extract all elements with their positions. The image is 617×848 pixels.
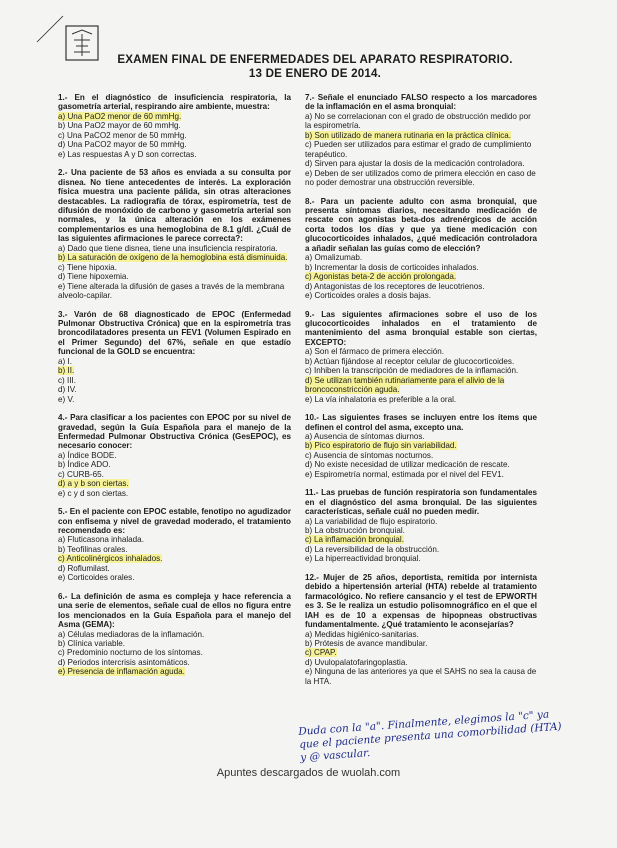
option-d: d) Una PaCO2 mayor de 50 mmHg. [58, 140, 187, 150]
question-text: 1.- En el diagnóstico de insuficiencia respiratoria, la gasometría arterial, respirando aire ambiente, muestra: [58, 93, 291, 112]
university-logo-icon [60, 22, 104, 66]
option-b-highlighted: b) II. [58, 366, 75, 376]
pen-stroke-mark [35, 14, 65, 44]
option-e-highlighted: e) Presencia de inflamación aguda. [58, 667, 185, 677]
footer-watermark: Apuntes descargados de wuolah.com [216, 767, 401, 779]
question-12 [305, 573, 537, 686]
option-c-highlighted: c) CPAP. [305, 648, 337, 658]
option-a: a) Omalizumab. [305, 253, 363, 263]
question-text: 2.- Una paciente de 53 años es enviada a su consulta por disnea. No tiene antecedentes de interés. La exploración física muestra una paciente pálida, sin otras alteraciones destacables. La radiografía de tórax, espirometría, test de difusión de monóxido de carbono y gasometría arterial son normales, y la única alteración en los exámenes complementarios es una hemoglobina de 8.1 g/dl. ¿Cuál de las siguientes afirmaciones le parece correcta?: [58, 168, 291, 244]
left-column [58, 93, 291, 686]
option-e: e) La hiperreactividad bronquial. [305, 554, 421, 564]
option-c: c) Una PaCO2 menor de 50 mmHg. [58, 130, 187, 140]
option-b: b) La obstrucción bronquial. [305, 526, 405, 536]
option-d: d) Roflumilast. [58, 563, 110, 573]
option-a: a) Ausencia de síntomas diurnos. [305, 431, 425, 441]
question-6 [58, 592, 291, 677]
handwritten-note: Duda con la "a". Finalmente, elegimos la "c" ya que el paciente presenta una comorbilidad (HTA) y @ vascular. [298, 708, 562, 764]
question-4 [58, 413, 291, 498]
option-e: e) V. [58, 394, 75, 404]
option-a: a) Son el fármaco de primera elección. [305, 347, 445, 357]
option-a: a) I. [58, 356, 72, 366]
option-e: e) Tiene alterada la difusión de gases a través de la membrana alveolo-capilar. [58, 281, 285, 301]
option-e: e) Ninguna de las anteriores ya que el SAHS no sea la causa de la HTA. [305, 667, 537, 686]
option-d: d) IV. [58, 385, 77, 395]
question-10 [305, 413, 537, 479]
right-column [305, 93, 537, 695]
option-d: d) Tiene hipoxemia. [58, 272, 129, 282]
question-2 [58, 168, 291, 300]
question-text: 4.- Para clasificar a los pacientes con EPOC por su nivel de gravedad, según la Guía Española para el manejo de la Enfermedad Pulmonar Obstructiva Crónica (GesEPOC), es necesario conocer: [58, 413, 291, 451]
option-d: d) Periodos intercrisis asintomáticos. [58, 657, 190, 667]
option-b: b) Clínica variable. [58, 639, 126, 649]
option-d: d) Antagonistas de los receptores de leucotrienos. [305, 281, 485, 291]
option-c: c) CURB-65. [58, 469, 104, 479]
option-e: e) La vía inhalatoria es preferible a la oral. [305, 394, 457, 404]
question-8 [305, 197, 537, 301]
option-a: a) Dado que tiene disnea, tiene una insuficiencia respiratoria. [58, 243, 278, 253]
option-d: d) La reversibilidad de la obstrucción. [305, 544, 440, 554]
question-text: 10.- Las siguientes frases se incluyen entre los ítems que definen el control del asma, excepto una. [305, 413, 537, 432]
option-a: a) No se correlacionan con el grado de obstrucción medido por la espirometría. [305, 111, 531, 131]
option-c: c) Inhiben la transcripción de mediadores de la inflamación. [305, 366, 519, 376]
question-text: 6.- La definición de asma es compleja y hace referencia a una serie de elementos, señale cual de ellos no figura entre los mencionados en la Guía Española para el manejo del Asma (GEMA): [58, 591, 291, 630]
option-b: b) Teofilinas orales. [58, 544, 128, 554]
question-text: 12.- Mujer de 25 años, deportista, remitida por internista debido a hipertensión arterial (HTA) rebelde al tratamiento farmacológico. No refiere cansancio y el test de EPWORTH es 3. Se le realiza un estudio polisomnográfico en el que el IAH es de 10 a expensas de hipopneas obstructivas fundamentalmente. ¿Qué tratamiento le aconsejarías? [305, 572, 537, 630]
option-c: c) Predominio nocturno de los síntomas. [58, 648, 203, 658]
question-text: 11.- Las pruebas de función respiratoria son fundamentales en el diagnóstico del asma bronquial. De las siguientes características, señale cuál no pueden medir. [305, 488, 537, 517]
question-11 [305, 488, 537, 564]
question-7 [305, 93, 537, 188]
option-e: e) Deben de ser utilizados como de primera elección en caso de no poder demostrar una obstrucción reversible. [305, 168, 536, 188]
question-text: 3.- Varón de 68 diagnosticado de EPOC (Enfermedad Pulmonar Obstructiva Crónica) que en la espirometría tras broncodilatadores presenta un FEV1 (Volumen Espirado en el Primer Segundo) del 67%, señale en que estadío funcional de la GOLD se encuentra: [58, 309, 291, 357]
title-line-2: 13 DE ENERO DE 2014. [248, 67, 382, 80]
question-text: 7.- Señale el enunciado FALSO respecto a los marcadores de la inflamación en el asma bronquial: [305, 93, 537, 112]
option-b: b) Actúan fijándose al receptor celular de glucocorticoides. [305, 356, 515, 366]
option-e: e) Corticoides orales a dosis bajas. [305, 291, 431, 301]
option-d: d) No existe necesidad de utilizar medicación de rescate. [305, 460, 510, 470]
option-a: a) La variabilidad de flujo espiratorio. [305, 516, 438, 526]
option-c-highlighted: c) Anticolinérgicos inhalados. [58, 554, 163, 564]
option-b-highlighted: b) La saturación de oxígeno de la hemoglobina está disminuida. [58, 253, 288, 263]
option-c-highlighted: c) Agonistas beta-2 de acción prolongada. [305, 272, 457, 282]
exam-title [105, 53, 525, 81]
question-5 [58, 507, 291, 583]
option-a: a) Fluticasona inhalada. [58, 535, 144, 545]
option-b: b) Una PaO2 mayor de 60 mmHg. [58, 121, 181, 131]
option-c: c) Tiene hipoxia. [58, 262, 117, 272]
option-b: b) Incrementar la dosis de corticoides inhalados. [305, 262, 479, 272]
option-b-highlighted: b) Son utilizado de manera rutinaria en la práctica clínica. [305, 130, 512, 140]
title-line-1: EXAMEN FINAL DE ENFERMEDADES DEL APARATO RESPIRATORIO. [117, 53, 513, 66]
question-text: 9.- Las siguientes afirmaciones sobre el uso de los glucocorticoides inhalados en el tratamiento de mantenimiento del asma bronquial estable son ciertas, EXCEPTO: [305, 309, 537, 347]
option-e: e) c y d son ciertas. [58, 488, 129, 498]
question-1 [58, 93, 291, 159]
option-b-highlighted: b) Pico espiratorio de flujo sin variabilidad. [305, 441, 457, 451]
option-a: a) Índice BODE. [58, 450, 117, 460]
question-9 [305, 310, 537, 405]
option-e: e) Espirometría normal, estimada por el nivel del FEV1. [305, 469, 504, 479]
option-c: c) III. [58, 375, 76, 385]
option-b: b) Prótesis de avance mandibular. [305, 639, 428, 649]
option-d-highlighted: d) a y b son ciertas. [58, 479, 129, 489]
option-a-highlighted: a) Una PaO2 menor de 60 mmHg. [58, 111, 182, 121]
option-d-highlighted: d) Se utilizan también rutinariamente para el alivio de la broncoconstricción aguda. [305, 375, 505, 395]
option-c-highlighted: c) La inflamación bronquial. [305, 535, 404, 545]
option-e: e) Las respuestas A y D son correctas. [58, 149, 197, 159]
option-a: a) Medidas higiénico-sanitarias. [305, 629, 419, 639]
question-3 [58, 310, 291, 405]
option-e: e) Corticoides orales. [58, 573, 135, 583]
option-d: d) Uvulopalatofaringoplastia. [305, 657, 408, 667]
option-b: b) Índice ADO. [58, 460, 111, 470]
option-a: a) Células mediadoras de la inflamación. [58, 629, 205, 639]
option-d: d) Sirven para ajustar la dosis de la medicación controladora. [305, 159, 525, 169]
option-c: c) Ausencia de síntomas nocturnos. [305, 450, 434, 460]
question-text: 5.- En el paciente con EPOC estable, fenotipo no agudizador con enfisema y nivel de gravedad moderado, el tratamiento recomendado es: [58, 507, 291, 536]
question-text: 8.- Para un paciente adulto con asma bronquial, que presenta síntomas diarios, necesitando medicación de rescate con agonistas beta-dos adrenérgicos de acción corta todos los días y que ya tiene medicación con glucocorticoides inhalados, ¿qué medicación controladora a añadir señalan las guías como de elección? [305, 196, 537, 253]
option-c: c) Pueden ser utilizados para estimar el grado de cumplimiento terapéutico. [305, 140, 532, 159]
